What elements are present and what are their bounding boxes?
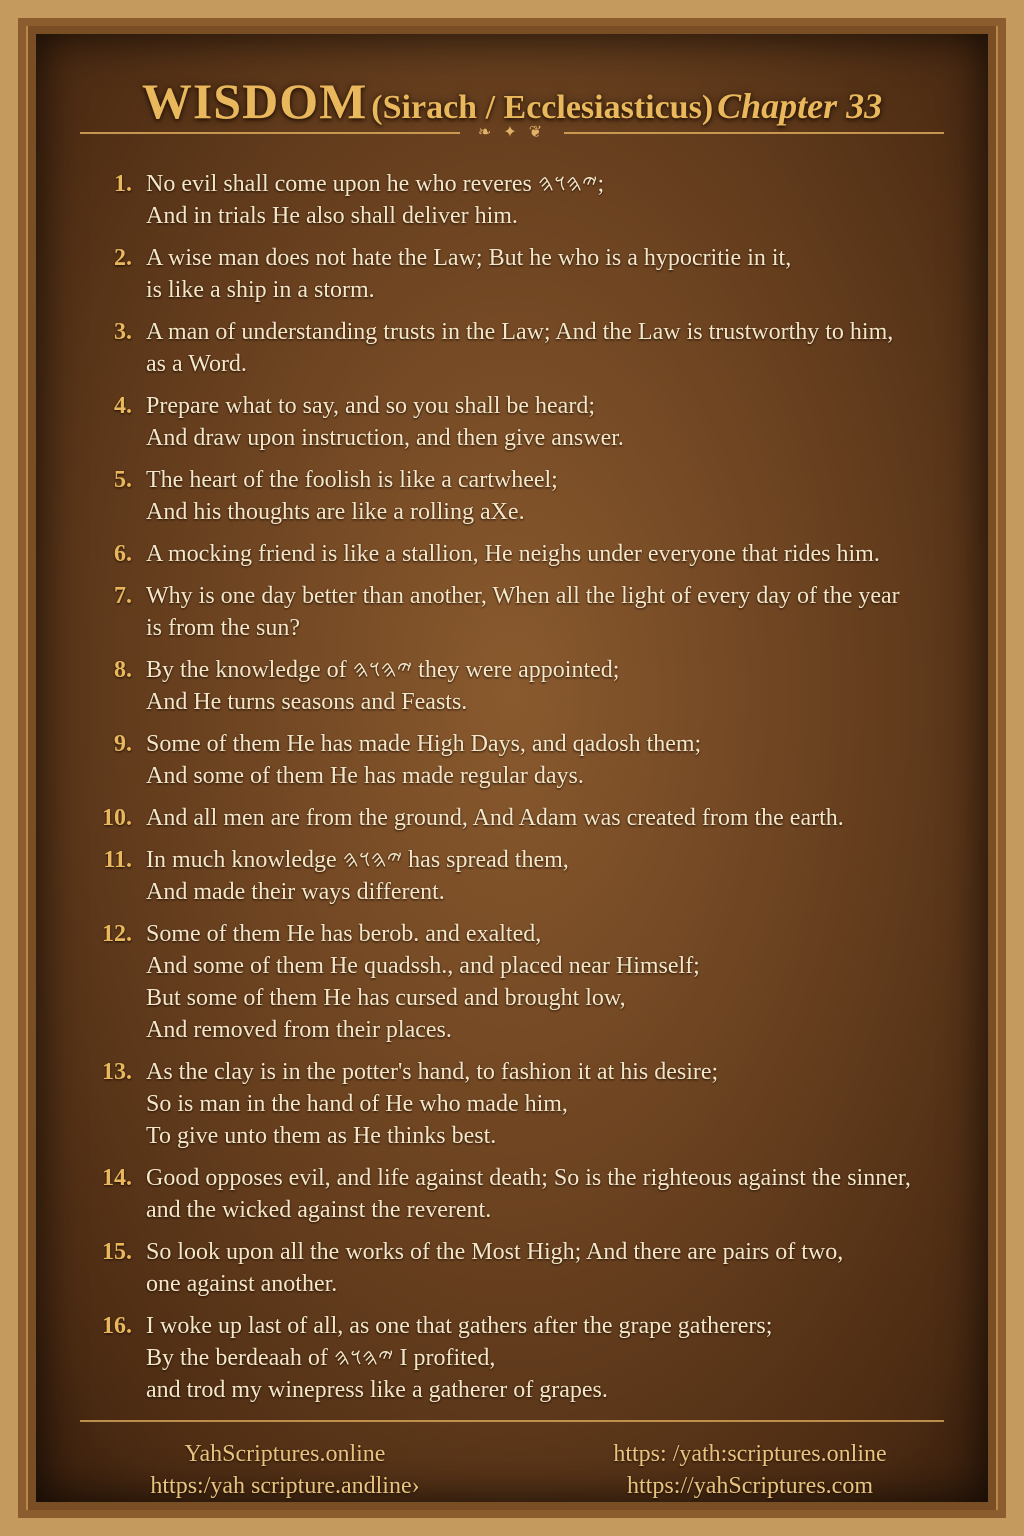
footer-left bbox=[130, 1438, 440, 1502]
verse-line: So look upon all the works of the Most High; And there are pairs of two, bbox=[146, 1239, 844, 1265]
title-sub: (Sirach / Ecclesiasticus) bbox=[371, 89, 714, 126]
verse-line: By the berdeaah of 𐤉𐤄𐤅𐤄 I profited, bbox=[146, 1345, 496, 1371]
verse-number: 5. bbox=[114, 467, 132, 493]
verse-text bbox=[146, 728, 960, 792]
verse-text bbox=[146, 538, 960, 570]
verse-number: 7. bbox=[114, 583, 132, 609]
verse-number: 15. bbox=[102, 1239, 132, 1265]
verse-2 bbox=[80, 242, 960, 306]
verse-text bbox=[146, 918, 960, 1046]
verse-line: And some of them He quadssh., and placed near Himself; bbox=[146, 953, 700, 979]
title-ornament: ❧ ✦ ❦ bbox=[477, 124, 547, 141]
verse-line: And made their ways different. bbox=[146, 879, 445, 905]
footer-left-site[interactable]: YahScriptures.online bbox=[184, 1441, 386, 1467]
verse-13 bbox=[80, 1056, 960, 1152]
verse-line: No evil shall come upon he who reveres 𐤉𐤄𐤅𐤄; bbox=[146, 171, 605, 197]
footer-right bbox=[600, 1438, 900, 1502]
verse-text bbox=[146, 1236, 960, 1300]
verse-line: In much knowledge 𐤉𐤄𐤅𐤄 has spread them, bbox=[146, 847, 569, 873]
verse-line: And all men are from the ground, And Adam was created from the earth. bbox=[146, 805, 844, 831]
verse-list bbox=[80, 168, 960, 1416]
verse-text bbox=[146, 1162, 960, 1226]
verse-number: 8. bbox=[114, 657, 132, 683]
verse-line: Why is one day better than another, When all the light of every day of the year bbox=[146, 583, 900, 609]
verse-number: 1. bbox=[114, 171, 132, 197]
verse-line: And draw upon instruction, and then give answer. bbox=[146, 425, 624, 451]
verse-number: 6. bbox=[114, 541, 132, 567]
verse-14 bbox=[80, 1162, 960, 1226]
verse-number: 2. bbox=[114, 245, 132, 271]
verse-line: And some of them He has made regular days. bbox=[146, 763, 584, 789]
verse-text bbox=[146, 390, 960, 454]
footer-rule bbox=[80, 1420, 944, 1422]
verse-line: And removed from their places. bbox=[146, 1017, 452, 1043]
footer-right-url-2[interactable]: https://yahScriptures.com bbox=[627, 1473, 873, 1499]
verse-4 bbox=[80, 390, 960, 454]
verse-text bbox=[146, 580, 960, 644]
verse-number: 12. bbox=[102, 921, 132, 947]
verse-text bbox=[146, 802, 960, 834]
verse-line: and trod my winepress like a gatherer of grapes. bbox=[146, 1377, 608, 1403]
verse-number: 13. bbox=[102, 1059, 132, 1085]
verse-line: Some of them He has berob. and exalted, bbox=[146, 921, 542, 947]
verse-line: So is man in the hand of He who made him, bbox=[146, 1091, 568, 1117]
verse-9 bbox=[80, 728, 960, 792]
verse-number: 9. bbox=[114, 731, 132, 757]
verse-line: Some of them He has made High Days, and qadosh them; bbox=[146, 731, 702, 757]
verse-line: By the knowledge of 𐤉𐤄𐤅𐤄 they were appointed; bbox=[146, 657, 620, 683]
verse-3 bbox=[80, 316, 960, 380]
verse-6 bbox=[80, 538, 960, 570]
verse-text bbox=[146, 464, 960, 528]
verse-line: And He turns seasons and Feasts. bbox=[146, 689, 468, 715]
verse-line: Prepare what to say, and so you shall be heard; bbox=[146, 393, 595, 419]
verse-line: And his thoughts are like a rolling aXe. bbox=[146, 499, 525, 525]
verse-line: And in trials He also shall deliver him. bbox=[146, 203, 518, 229]
verse-line: is like a ship in a storm. bbox=[146, 277, 375, 303]
footer-left-url[interactable]: https:/yah scripture.andline› bbox=[150, 1473, 420, 1499]
verse-line: one against another. bbox=[146, 1271, 338, 1297]
verse-number: 16. bbox=[102, 1313, 132, 1339]
verse-line: and the wicked against the reverent. bbox=[146, 1197, 492, 1223]
verse-text bbox=[146, 316, 960, 380]
verse-text bbox=[146, 168, 960, 232]
verse-number: 14. bbox=[102, 1165, 132, 1191]
verse-text bbox=[146, 844, 960, 908]
verse-1 bbox=[80, 168, 960, 232]
verse-line: I woke up last of all, as one that gathers after the grape gatherers; bbox=[146, 1313, 773, 1339]
verse-line: as a Word. bbox=[146, 351, 247, 377]
verse-16 bbox=[80, 1310, 960, 1406]
verse-number: 3. bbox=[114, 319, 132, 345]
verse-line: is from the sun? bbox=[146, 615, 300, 641]
title-main: WISDOM bbox=[141, 73, 368, 129]
verse-line: To give unto them as He thinks best. bbox=[146, 1123, 497, 1149]
verse-8 bbox=[80, 654, 960, 718]
verse-10 bbox=[80, 802, 960, 834]
verse-5 bbox=[80, 464, 960, 528]
title-chapter: Chapter 33 bbox=[717, 86, 883, 126]
verse-number: 10. bbox=[102, 805, 132, 831]
verse-15 bbox=[80, 1236, 960, 1300]
verse-7 bbox=[80, 580, 960, 644]
verse-text bbox=[146, 1310, 960, 1406]
verse-line: Good opposes evil, and life against death; So is the righteous against the sinner, bbox=[146, 1165, 911, 1191]
verse-text bbox=[146, 242, 960, 306]
verse-number: 11. bbox=[103, 847, 132, 873]
verse-line: A wise man does not hate the Law; But he who is a hypocritie in it, bbox=[146, 245, 792, 271]
verse-line: A man of understanding trusts in the Law; And the Law is trustworthy to him, bbox=[146, 319, 894, 345]
footer-right-url-1[interactable]: https: /yath:scriptures.online bbox=[613, 1441, 887, 1467]
verse-number: 4. bbox=[114, 393, 132, 419]
verse-text bbox=[146, 1056, 960, 1152]
verse-line: As the clay is in the potter's hand, to fashion it at his desire; bbox=[146, 1059, 719, 1085]
verse-text bbox=[146, 654, 960, 718]
verse-12 bbox=[80, 918, 960, 1046]
verse-line: But some of them He has cursed and brought low, bbox=[146, 985, 626, 1011]
verse-line: A mocking friend is like a stallion, He neighs under everyone that rides him. bbox=[146, 541, 880, 567]
verse-line: The heart of the foolish is like a cartwheel; bbox=[146, 467, 558, 493]
verse-11 bbox=[80, 844, 960, 908]
